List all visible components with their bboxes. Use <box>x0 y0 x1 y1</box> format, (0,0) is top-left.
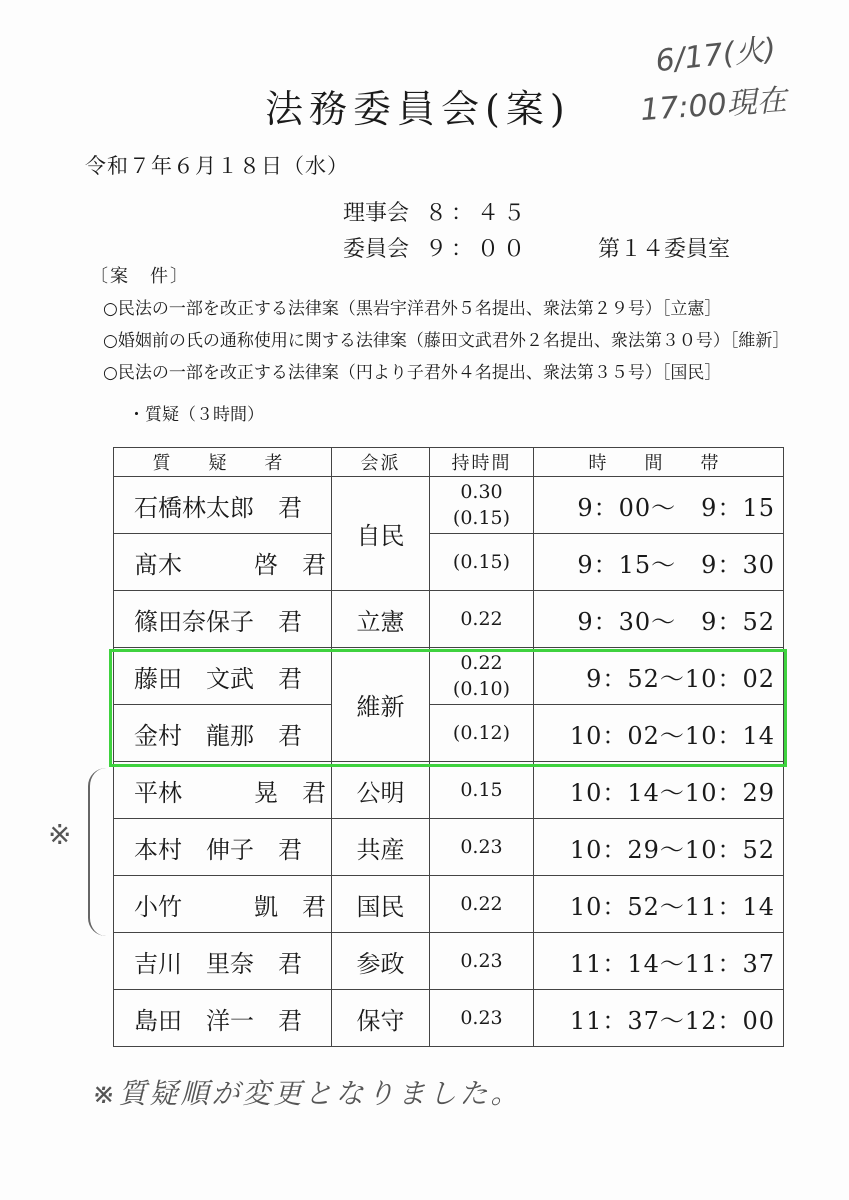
page-title: 法務委員会(案) <box>265 87 571 131</box>
party-cell: 国民 <box>332 876 430 933</box>
questioner-name: 島田 洋一 君 <box>114 990 332 1047</box>
time-slot: 10：02～10：14 <box>534 705 784 762</box>
party-cell: 参政 <box>332 933 430 990</box>
duration-cell <box>430 534 534 591</box>
handwritten-bracket <box>88 768 108 936</box>
questioner-name: 吉川 里奈 君 <box>114 933 332 990</box>
qa-heading: ・質疑（３時間） <box>128 405 264 425</box>
questioner-name: 髙木 啓 君 <box>114 534 332 591</box>
agenda-heading: 〔案 件〕 <box>90 266 190 287</box>
time-slot: 9：00～ 9：15 <box>534 477 784 534</box>
table-row <box>114 933 784 990</box>
party-cell: 立憲 <box>332 591 430 648</box>
board-meeting-label: 理事会 <box>343 201 410 226</box>
table-row <box>114 990 784 1047</box>
questioner-name: 小竹 凱 君 <box>114 876 332 933</box>
time-slot: 10：29～10：52 <box>534 819 784 876</box>
header-party: 会派 <box>332 448 430 477</box>
highlight-box <box>109 649 787 767</box>
table-row <box>114 762 784 819</box>
time-slot: 11：37～12：00 <box>534 990 784 1047</box>
duration-cell: 0.23 <box>430 819 534 876</box>
handwritten-footer-note: ※質疑順が変更となりました。 <box>92 1077 522 1110</box>
duration-sub: (0.15) <box>452 551 511 573</box>
time-slot: 9：52～10：02 <box>534 648 784 705</box>
duration-cell: 0.15 <box>430 762 534 819</box>
questioner-name: 本村 伸子 君 <box>114 819 332 876</box>
party-cell: 自民 <box>332 477 430 591</box>
duration-cell: 0.22 <box>430 591 534 648</box>
time-slot: 11：14～11：37 <box>534 933 784 990</box>
questioner-name: 藤田 文武 君 <box>114 648 332 705</box>
duration-sub: (0.10) <box>452 678 511 700</box>
table-row <box>114 876 784 933</box>
table-header-row <box>114 448 784 477</box>
meeting-room: 第１４委員室 <box>598 237 731 262</box>
duration-cell: 0.23 <box>430 933 534 990</box>
duration-cell: 0.23 <box>430 990 534 1047</box>
header-time-slot: 時 間 帯 <box>534 448 784 477</box>
questioner-name: 金村 龍那 君 <box>114 705 332 762</box>
committee-meeting-time: ９：００ <box>425 237 530 262</box>
meeting-date: 令和７年６月１８日（水） <box>85 154 349 178</box>
agenda-item: ○民法の一部を改正する法律案（円より子君外４名提出、衆法第３５号）［国民］ <box>103 363 722 383</box>
time-slot: 10：14～10：29 <box>534 762 784 819</box>
duration-sub: (0.15) <box>452 507 511 529</box>
time-slot: 9：15～ 9：30 <box>534 534 784 591</box>
time-slot: 10：52～11：14 <box>534 876 784 933</box>
committee-meeting-label: 委員会 <box>343 237 410 262</box>
duration-main: 0.22 <box>460 652 503 674</box>
party-cell: 保守 <box>332 990 430 1047</box>
table-row <box>114 819 784 876</box>
duration-cell <box>430 477 534 534</box>
table-row <box>114 534 784 591</box>
header-duration: 持時間 <box>430 448 534 477</box>
duration-sub: (0.12) <box>452 722 511 744</box>
duration-cell: 0.22 <box>430 876 534 933</box>
questioner-name: 篠田奈保子 君 <box>114 591 332 648</box>
party-cell: 維新 <box>332 648 430 762</box>
handwritten-date-note: 6/17(火) <box>653 31 778 80</box>
questioner-name: 平林 晃 君 <box>114 762 332 819</box>
header-questioner: 質 疑 者 <box>114 448 332 477</box>
board-meeting-time: ８：４５ <box>425 201 530 226</box>
handwritten-asterisk-mark: ※ <box>48 818 72 851</box>
party-cell: 公明 <box>332 762 430 819</box>
agenda-item: ○婚姻前の氏の通称使用に関する法律案（藤田文武君外２名提出、衆法第３０号）［維新］ <box>103 331 790 351</box>
party-cell: 共産 <box>332 819 430 876</box>
handwritten-time-note: 17:00現在 <box>639 82 788 129</box>
questioner-name: 石橋林太郎 君 <box>114 477 332 534</box>
agenda-item: ○民法の一部を改正する法律案（黒岩宇洋君外５名提出、衆法第２９号）［立憲］ <box>103 299 722 319</box>
table-row <box>114 477 784 534</box>
table-row <box>114 591 784 648</box>
duration-main: 0.30 <box>460 481 503 503</box>
time-slot: 9：30～ 9：52 <box>534 591 784 648</box>
